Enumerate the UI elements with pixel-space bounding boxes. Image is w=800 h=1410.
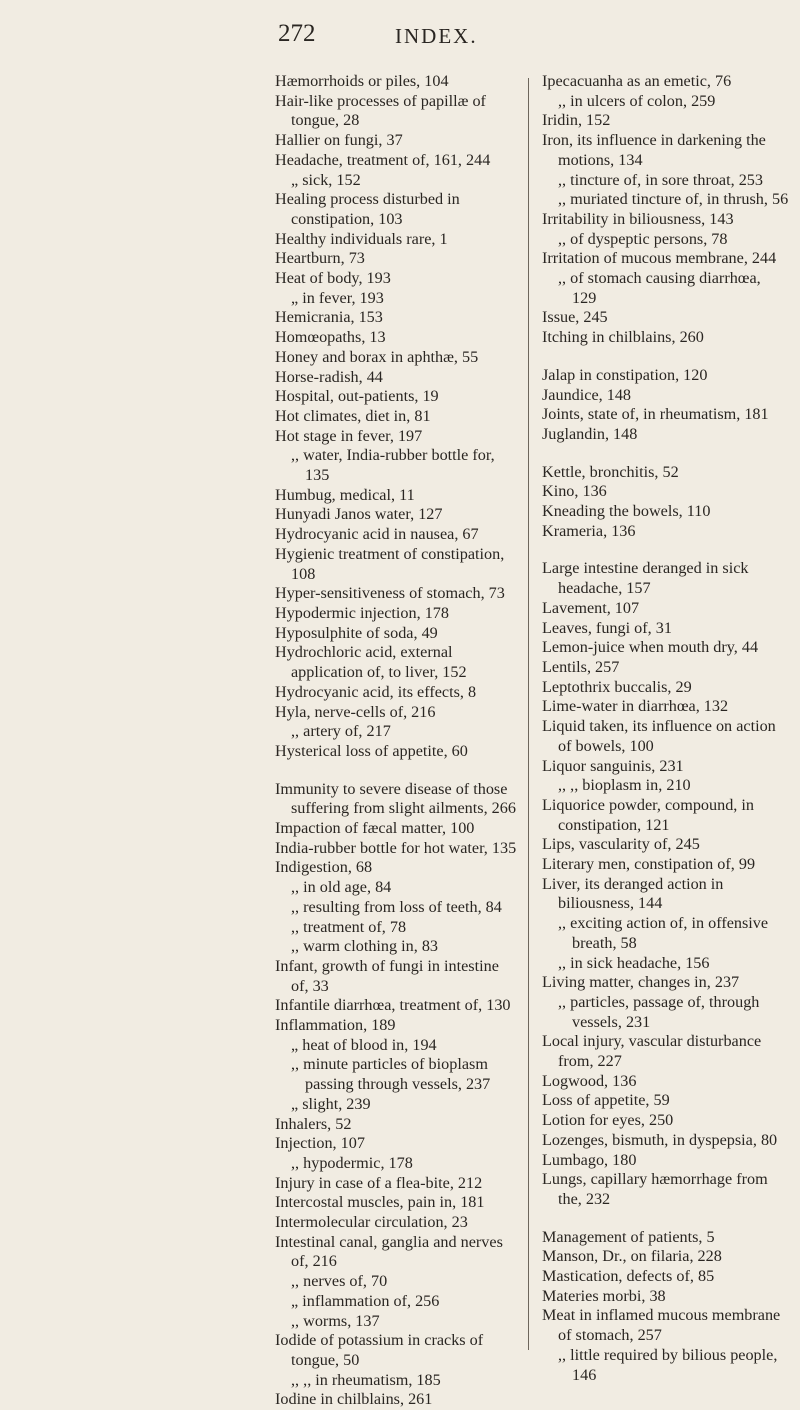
index-subentry: ,, hypodermic, 178 — [291, 1153, 413, 1172]
index-entry: Headache, treatment of, 161, 244 — [275, 150, 491, 169]
index-entry: Literary men, constipation of, 99 — [542, 855, 756, 874]
index-entry: Liquor sanguinis, 231 — [542, 756, 684, 775]
index-subentry: „ in fever, 193 — [291, 288, 384, 307]
index-entry: Liquorice powder, compound, in constipation, 121 — [542, 795, 754, 834]
index-entry: Hair-like processes of papillæ of tongue, 28 — [275, 91, 486, 130]
index-entry: Heartburn, 73 — [275, 249, 365, 268]
index-entry: Kino, 136 — [542, 482, 607, 501]
index-entry: Liver, its deranged action in biliousness, 144 — [542, 874, 724, 913]
index-entry: Healing process disturbed in constipation, 103 — [275, 190, 460, 228]
index-entry: Jalap in constipation, 120 — [542, 365, 708, 384]
index-subentry: ,, artery of, 217 — [291, 722, 391, 741]
index-entry: Manson, Dr., on filaria, 228 — [542, 1247, 722, 1266]
index-entry: Meat in inflamed mucous membrane of stomach, 257 — [542, 1306, 781, 1345]
index-entry: Iodide of potassium in cracks of tongue, 50 — [275, 1331, 484, 1369]
index-subentry: ,, ,, bioplasm in, 210 — [558, 776, 691, 795]
index-entry: Lemon-juice when mouth dry, 44 — [542, 638, 759, 657]
index-entry: Lumbago, 180 — [542, 1150, 637, 1169]
page-number: 272 — [278, 20, 316, 47]
page-header — [0, 14, 800, 54]
index-entry: Lentils, 257 — [542, 657, 620, 676]
index-entry: Hemicrania, 153 — [275, 308, 383, 327]
index-entry: Intestinal canal, ganglia and nerves of, 216 — [275, 1232, 503, 1271]
index-subentry: ,, in old age, 84 — [291, 878, 392, 897]
index-entry: Impaction of fæcal matter, 100 — [275, 819, 475, 838]
index-subentry: ,, particles, passage of, through vessels, 231 — [558, 992, 760, 1031]
index-entry: Lotion for eyes, 250 — [542, 1111, 674, 1130]
index-entry: Juglandin, 148 — [542, 424, 638, 443]
index-entry: Mastication, defects of, 85 — [542, 1267, 715, 1286]
index-entry: Hospital, out-patients, 19 — [275, 387, 439, 406]
index-entry: Itching in chilblains, 260 — [542, 328, 704, 347]
index-entry: Lips, vascularity of, 245 — [542, 835, 700, 854]
running-head: INDEX. — [395, 24, 478, 48]
index-entry: Humbug, medical, 11 — [275, 485, 415, 504]
index-subentry: ,, treatment of, 78 — [291, 917, 407, 936]
section-gap — [542, 348, 789, 366]
index-subentry: ,, worms, 137 — [291, 1311, 380, 1330]
index-entry: Logwood, 136 — [542, 1071, 637, 1090]
index-entry: Heat of body, 193 — [275, 269, 391, 288]
index-entry: Hydrocyanic acid, its effects, 8 — [275, 682, 477, 701]
index-entry: Large intestine deranged in sick headache, 157 — [542, 559, 749, 598]
column-divider — [528, 78, 529, 1350]
index-entry: Iodine in chilblains, 261 — [275, 1390, 433, 1409]
index-subentry: ,, exciting action of, in offensive breath, 58 — [558, 914, 769, 952]
index-entry: Hyper-sensitiveness of stomach, 73 — [275, 584, 505, 603]
index-entry: Ipecacuanha as an emetic, 76 — [542, 72, 732, 90]
index-entry: Iron, its influence in darkening the motions, 134 — [542, 131, 766, 169]
index-entry: Irritation of mucous membrane, 244 — [542, 249, 777, 268]
index-entry: Hallier on fungi, 37 — [275, 131, 403, 150]
index-entry: Homœopaths, 13 — [275, 328, 386, 347]
index-subentry: ,, of dyspeptic persons, 78 — [558, 229, 728, 248]
index-subentry: ,, nerves of, 70 — [291, 1272, 388, 1291]
index-entry: Irritability in biliousness, 143 — [542, 209, 734, 228]
index-entry: Management of patients, 5 — [542, 1227, 715, 1246]
index-subentry: „ inflammation of, 256 — [291, 1291, 440, 1310]
index-entry: Krameria, 136 — [542, 521, 636, 540]
index-entry: Hyposulphite of soda, 49 — [275, 623, 438, 642]
index-entry: Intermolecular circulation, 23 — [275, 1213, 468, 1232]
index-entry: Loss of appetite, 59 — [542, 1091, 670, 1110]
index-entry: Lungs, capillary hæmorrhage from the, 232 — [542, 1170, 768, 1208]
index-entry: Hydrocyanic acid in nausea, 67 — [275, 525, 479, 544]
index-entry: Lavement, 107 — [542, 598, 640, 617]
index-entry: Lozenges, bismuth, in dyspepsia, 80 — [542, 1130, 778, 1149]
section-gap — [542, 445, 789, 463]
section-gap — [275, 762, 517, 780]
index-entry: Inflammation, 189 — [275, 1016, 396, 1035]
index-subentry: ,, muriated tincture of, in thrush, 56 — [558, 190, 789, 209]
index-entry: Jaundice, 148 — [542, 385, 632, 404]
index-entry: Infant, growth of fungi in intestine of, 33 — [275, 956, 499, 995]
index-entry: Immunity to severe disease of those suffering from slight ailments, 266 — [275, 779, 516, 818]
index-subentry: „ sick, 152 — [291, 170, 361, 189]
index-entry: Hygienic treatment of constipation, 108 — [275, 544, 505, 583]
index-entry: Hysterical loss of appetite, 60 — [275, 741, 468, 760]
index-entry: Injury in case of a flea-bite, 212 — [275, 1173, 483, 1192]
index-subentry: ,, in sick headache, 156 — [558, 953, 710, 972]
index-subentry: ,, tincture of, in sore throat, 253 — [558, 170, 763, 189]
index-entry: Injection, 107 — [275, 1134, 365, 1153]
index-subentry: ,, water, India-rubber bottle for, 135 — [291, 446, 495, 485]
index-entry: Indigestion, 68 — [275, 858, 373, 877]
index-entry: Liquid taken, its influence on action of bowels, 100 — [542, 717, 776, 755]
index-entry: Leaves, fungi of, 31 — [542, 618, 672, 637]
index-entry: Local injury, vascular disturbance from, 227 — [542, 1032, 762, 1071]
index-entry: Hyla, nerve-cells of, 216 — [275, 702, 436, 721]
index-entry: Healthy individuals rare, 1 — [275, 229, 448, 248]
index-subentry: „ slight, 239 — [291, 1094, 371, 1113]
index-entry: Hæmorrhoids or piles, 104 — [275, 72, 449, 90]
index-entry: Issue, 245 — [542, 308, 608, 327]
index-subentry: ,, ,, in rheumatism, 185 — [291, 1370, 441, 1389]
right-column — [542, 72, 789, 1385]
left-column — [275, 72, 517, 1410]
index-subentry: ,, minute particles of bioplasm passing through vessels, 237 — [291, 1055, 491, 1094]
index-entry: Hunyadi Janos water, 127 — [275, 505, 443, 524]
index-entry: India-rubber bottle for hot water, 135 — [275, 838, 517, 857]
index-entry: Materies morbi, 38 — [542, 1286, 666, 1305]
index-entry: Hot climates, diet in, 81 — [275, 406, 431, 425]
index-entry: Living matter, changes in, 237 — [542, 973, 740, 992]
index-entry: Hot stage in fever, 197 — [275, 426, 423, 445]
index-entry: Kettle, bronchitis, 52 — [542, 462, 679, 481]
index-subentry: ,, resulting from loss of teeth, 84 — [291, 897, 502, 916]
index-subentry: ,, little required by bilious people, 146 — [558, 1345, 778, 1384]
index-entry: Horse-radish, 44 — [275, 367, 383, 386]
index-entry: Hydrochloric acid, external application of, to liver, 152 — [275, 643, 467, 682]
index-entry: Hypodermic injection, 178 — [275, 603, 449, 622]
index-entry: Lime-water in diarrhœa, 132 — [542, 697, 729, 716]
index-entry: Honey and borax in aphthæ, 55 — [275, 347, 479, 366]
index-entry: Infantile diarrhœa, treatment of, 130 — [275, 996, 511, 1015]
index-entry: Intercostal muscles, pain in, 181 — [275, 1193, 485, 1212]
section-gap — [542, 541, 789, 559]
index-subentry: „ heat of blood in, 194 — [291, 1035, 437, 1054]
index-entry: Kneading the bowels, 110 — [542, 502, 711, 521]
index-entry: Joints, state of, in rheumatism, 181 — [542, 405, 769, 424]
index-subentry: ,, of stomach causing diarrhœa, 129 — [558, 269, 761, 307]
index-entry: Iridin, 152 — [542, 111, 611, 130]
index-entry: Leptothrix buccalis, 29 — [542, 677, 692, 696]
index-subentry: ,, in ulcers of colon, 259 — [558, 91, 716, 110]
index-entry: Inhalers, 52 — [275, 1114, 352, 1133]
section-gap — [542, 1210, 789, 1228]
index-subentry: ,, warm clothing in, 83 — [291, 937, 439, 956]
